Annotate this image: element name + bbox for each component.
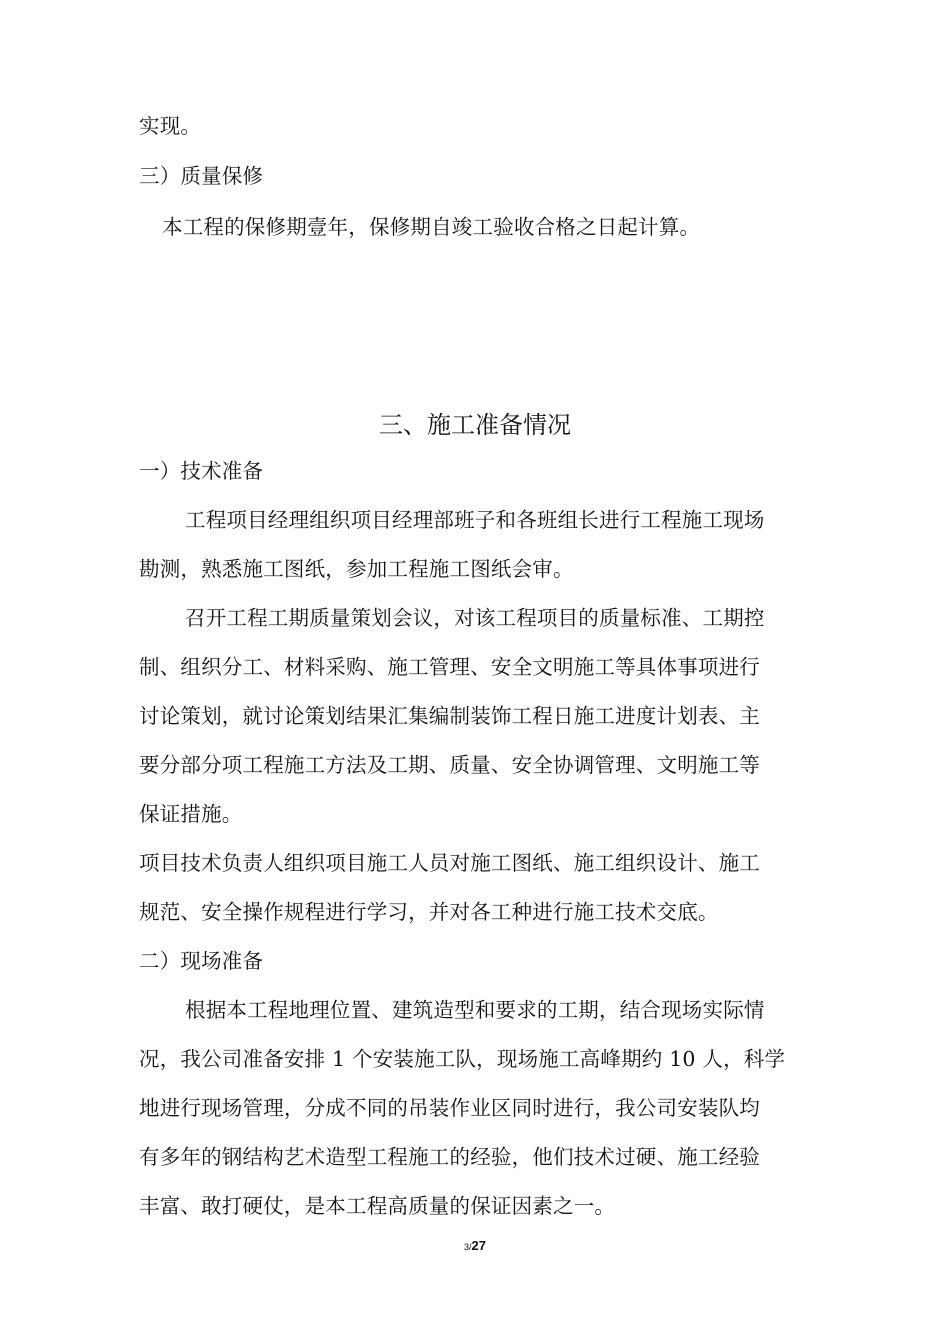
paragraph-line: 工程项目经理组织项目经理部班子和各班组长进行工程施工现场	[185, 508, 765, 532]
page-number	[0, 1237, 950, 1256]
section-heading: 三、施工准备情况	[379, 411, 571, 439]
paragraph-line: 召开工程工期质量策划会议，对该工程项目的质量标准、工期控	[185, 606, 765, 630]
paragraph-line: 勘测，熟悉施工图纸，参加工程施工图纸会审。	[139, 557, 574, 581]
paragraph-line: 讨论策划，就讨论策划结果汇集编制装饰工程日施工进度计划表、主	[139, 704, 760, 728]
paragraph-line: 有多年的钢结构艺术造型工程施工的经验，他们技术过硬、施工经验	[139, 1145, 760, 1169]
total-page-count: 27	[471, 1238, 486, 1253]
subsection-heading-quality-warranty: 三）质量保修	[139, 164, 264, 188]
current-page-number: 3/	[464, 1242, 472, 1252]
paragraph-line: 实现。	[139, 114, 202, 138]
paragraph-line: 要分部分项工程施工方法及工期、质量、安全协调管理、文明施工等	[139, 753, 760, 777]
paragraph-line: 地进行现场管理，分成不同的吊装作业区同时进行，我公司安装队均	[139, 1096, 760, 1120]
paragraph-line: 况，我公司准备安排 1 个安装施工队，现场施工高峰期约 10 人，科学	[139, 1047, 786, 1071]
subsection-heading-technical-preparation: 一）技术准备	[139, 459, 264, 483]
paragraph-line: 丰富、敢打硬仗，是本工程高质量的保证因素之一。	[139, 1194, 616, 1218]
paragraph-line: 本工程的保修期壹年，保修期自竣工验收合格之日起计算。	[162, 215, 701, 239]
paragraph-line: 保证措施。	[139, 802, 243, 826]
paragraph-line: 项目技术负责人组织项目施工人员对施工图纸、施工组织设计、施工	[139, 851, 760, 875]
paragraph-line: 规范、安全操作规程进行学习，并对各工种进行施工技术交底。	[139, 900, 719, 924]
subsection-heading-site-preparation: 二）现场准备	[139, 949, 264, 973]
paragraph-line: 制、组织分工、材料采购、施工管理、安全文明施工等具体事项进行	[139, 655, 760, 679]
paragraph-line: 根据本工程地理位置、建筑造型和要求的工期，结合现场实际情	[185, 998, 765, 1022]
